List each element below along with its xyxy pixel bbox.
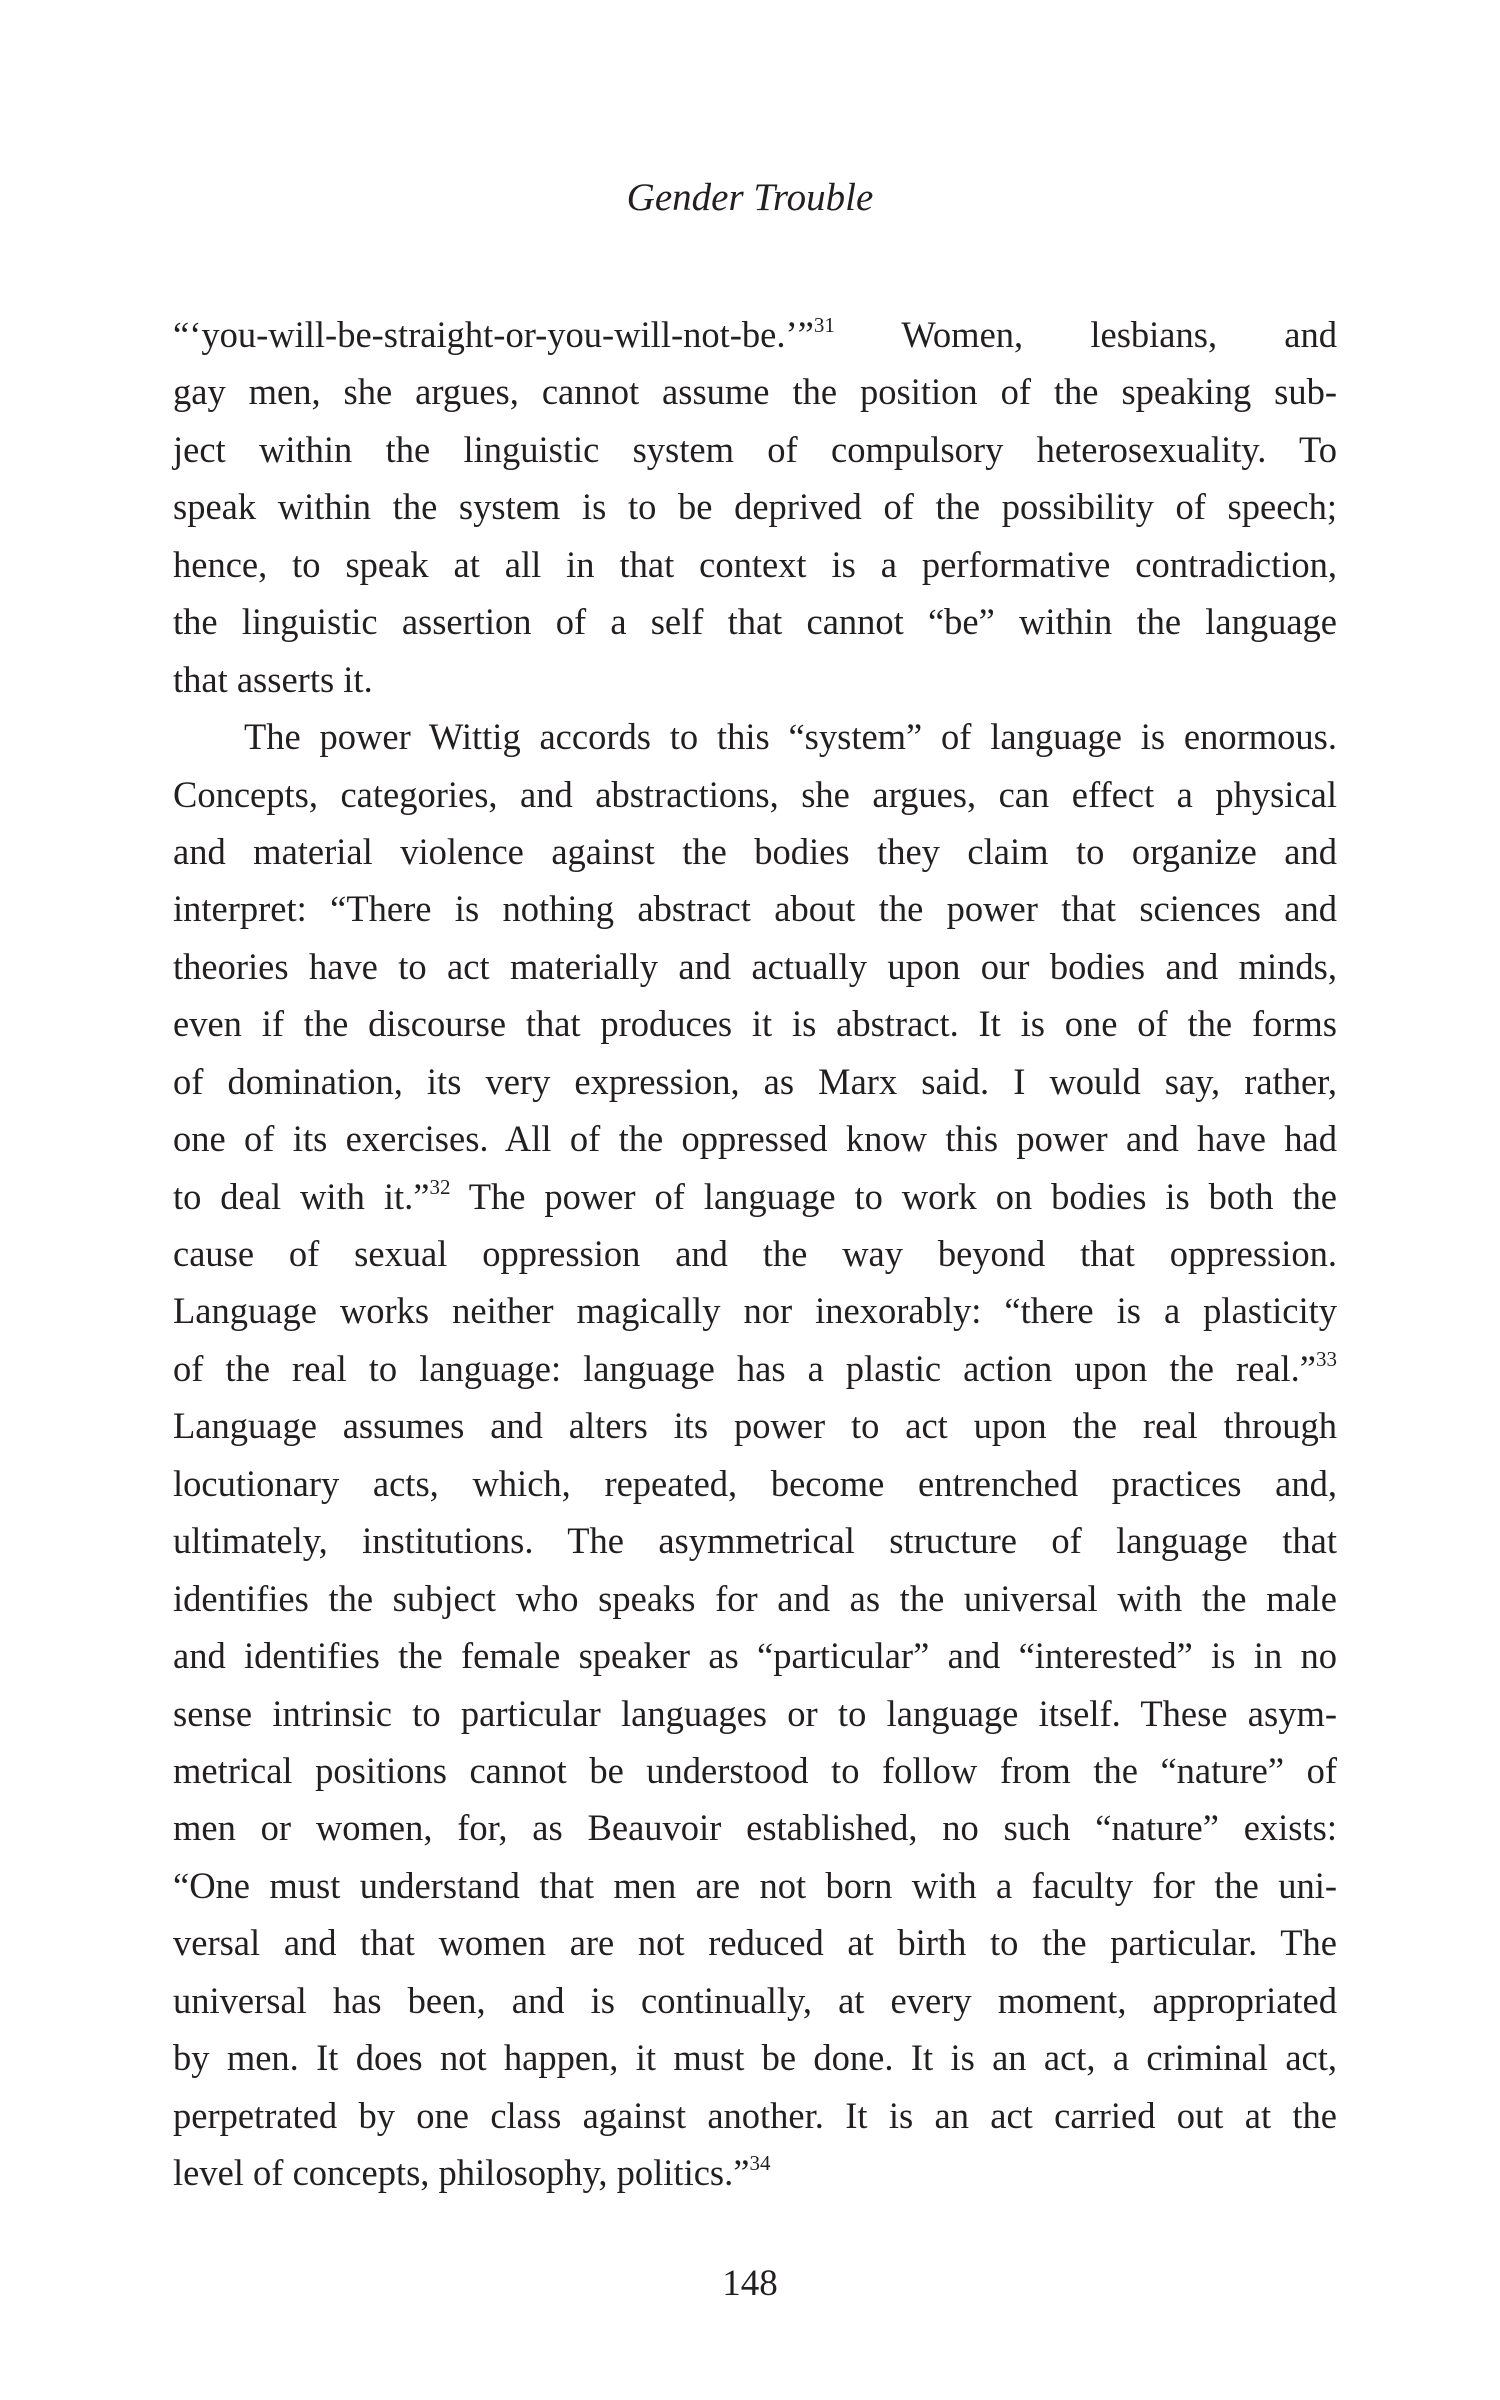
text-line <box>173 1282 1337 1339</box>
text-run: Language works neither magically nor inexorably: “there is a plasticity <box>173 1290 1337 1332</box>
body-text <box>173 306 1337 2201</box>
text-run: gay men, she argues, cannot assume the position of the speaking sub- <box>173 371 1337 413</box>
text-run: “‘you-will-be-straight-or-you-will-not-be.’” <box>173 314 814 355</box>
text-line <box>173 478 1337 535</box>
text-line <box>173 995 1337 1052</box>
text-run: identifies the subject who speaks for and as the universal with the male <box>173 1577 1337 1619</box>
footnote-marker: 33 <box>1316 1346 1337 1371</box>
text-line <box>173 2144 1337 2201</box>
text-line <box>173 1742 1337 1799</box>
text-run: interpret: “There is nothing abstract about the power that sciences and <box>173 888 1337 930</box>
text-run: hence, to speak at all in that context is a performative contradiction, <box>173 543 1337 585</box>
text-run: The power of language to work on bodies is both the <box>450 1175 1337 1217</box>
text-run: level of concepts, philosophy, politics.” <box>173 2152 750 2193</box>
text-run: versal and that women are not reduced at birth to the particular. The <box>173 1922 1337 1964</box>
text-run: The power Wittig accords to this “system” of language is enormous. <box>244 716 1337 758</box>
text-run: the linguistic assertion of a self that cannot “be” within the language <box>173 601 1337 643</box>
text-run: perpetrated by one class against another. It is an act carried out at the <box>173 2094 1337 2136</box>
paragraph <box>173 306 1337 708</box>
paragraph <box>173 708 1337 2201</box>
text-line <box>173 1053 1337 1110</box>
text-run: “One must understand that men are not born with a faculty for the uni- <box>173 1864 1337 1906</box>
text-run: ultimately, institutions. The asymmetrical structure of language that <box>173 1520 1337 1562</box>
text-line <box>173 1914 1337 1971</box>
text-line <box>173 938 1337 995</box>
footnote-marker: 32 <box>429 1174 451 1199</box>
text-run: metrical positions cannot be understood to follow from the “nature” of <box>173 1749 1337 1791</box>
text-line <box>173 1397 1337 1454</box>
text-run: theories have to act materially and actually upon our bodies and minds, <box>173 945 1337 987</box>
text-run: Women, lesbians, and <box>834 314 1337 355</box>
text-line <box>173 593 1337 650</box>
running-head-title: Gender Trouble <box>626 176 874 219</box>
text-line <box>173 421 1337 478</box>
text-run: sense intrinsic to particular languages or to language itself. These asym- <box>173 1692 1337 1734</box>
text-run: men or women, for, as Beauvoir established, no such “nature” exists: <box>173 1807 1337 1849</box>
text-line <box>173 2087 1337 2144</box>
text-line <box>173 2029 1337 2086</box>
text-line <box>173 708 1337 765</box>
text-run: of domination, its very expression, as Marx said. I would say, rather, <box>173 1060 1337 1102</box>
text-line <box>173 823 1337 880</box>
text-line <box>173 651 1337 708</box>
text-line <box>173 1627 1337 1684</box>
text-line <box>173 1168 1337 1225</box>
text-run: cause of sexual oppression and the way beyond that oppression. <box>173 1233 1337 1274</box>
text-run: even if the discourse that produces it is abstract. It is one of the forms <box>173 1003 1337 1045</box>
footnote-marker: 31 <box>813 313 835 337</box>
text-run: ject within the linguistic system of compulsory heterosexuality. To <box>173 428 1337 470</box>
text-run: one of its exercises. All of the oppressed know this power and have had <box>173 1118 1337 1160</box>
text-run: and material violence against the bodies they claim to organize and <box>173 830 1337 872</box>
text-line <box>173 880 1337 937</box>
text-line <box>173 1340 1337 1397</box>
text-run: speak within the system is to be deprived of the possibility of speech; <box>173 486 1337 528</box>
text-line <box>173 1972 1337 2029</box>
text-line <box>173 1685 1337 1742</box>
text-line <box>173 1570 1337 1627</box>
footnote-marker: 34 <box>749 2151 771 2175</box>
text-run: and identifies the female speaker as “particular” and “interested” is in no <box>173 1635 1337 1677</box>
page-number: 148 <box>722 2263 778 2304</box>
text-line <box>173 1512 1337 1569</box>
text-line <box>173 1799 1337 1856</box>
text-run: of the real to language: language has a plastic action upon the real.” <box>173 1347 1316 1389</box>
text-run: by men. It does not happen, it must be done. It is an act, a criminal act, <box>173 2037 1337 2079</box>
text-run: locutionary acts, which, repeated, become entrenched practices and, <box>173 1462 1337 1504</box>
text-run: to deal with it.” <box>173 1175 430 1217</box>
text-line <box>173 1225 1337 1282</box>
text-run: universal has been, and is continually, at every moment, appropriated <box>173 1979 1337 2021</box>
text-line <box>173 1857 1337 1914</box>
text-run: that asserts it. <box>173 658 373 700</box>
text-line <box>173 1455 1337 1512</box>
text-line <box>173 363 1337 420</box>
text-line <box>173 1110 1337 1167</box>
text-run: Language assumes and alters its power to act upon the real through <box>173 1405 1337 1447</box>
text-line <box>173 766 1337 823</box>
text-line <box>173 306 1337 363</box>
text-line <box>173 536 1337 593</box>
text-run: Concepts, categories, and abstractions, she argues, can effect a physical <box>173 773 1337 815</box>
